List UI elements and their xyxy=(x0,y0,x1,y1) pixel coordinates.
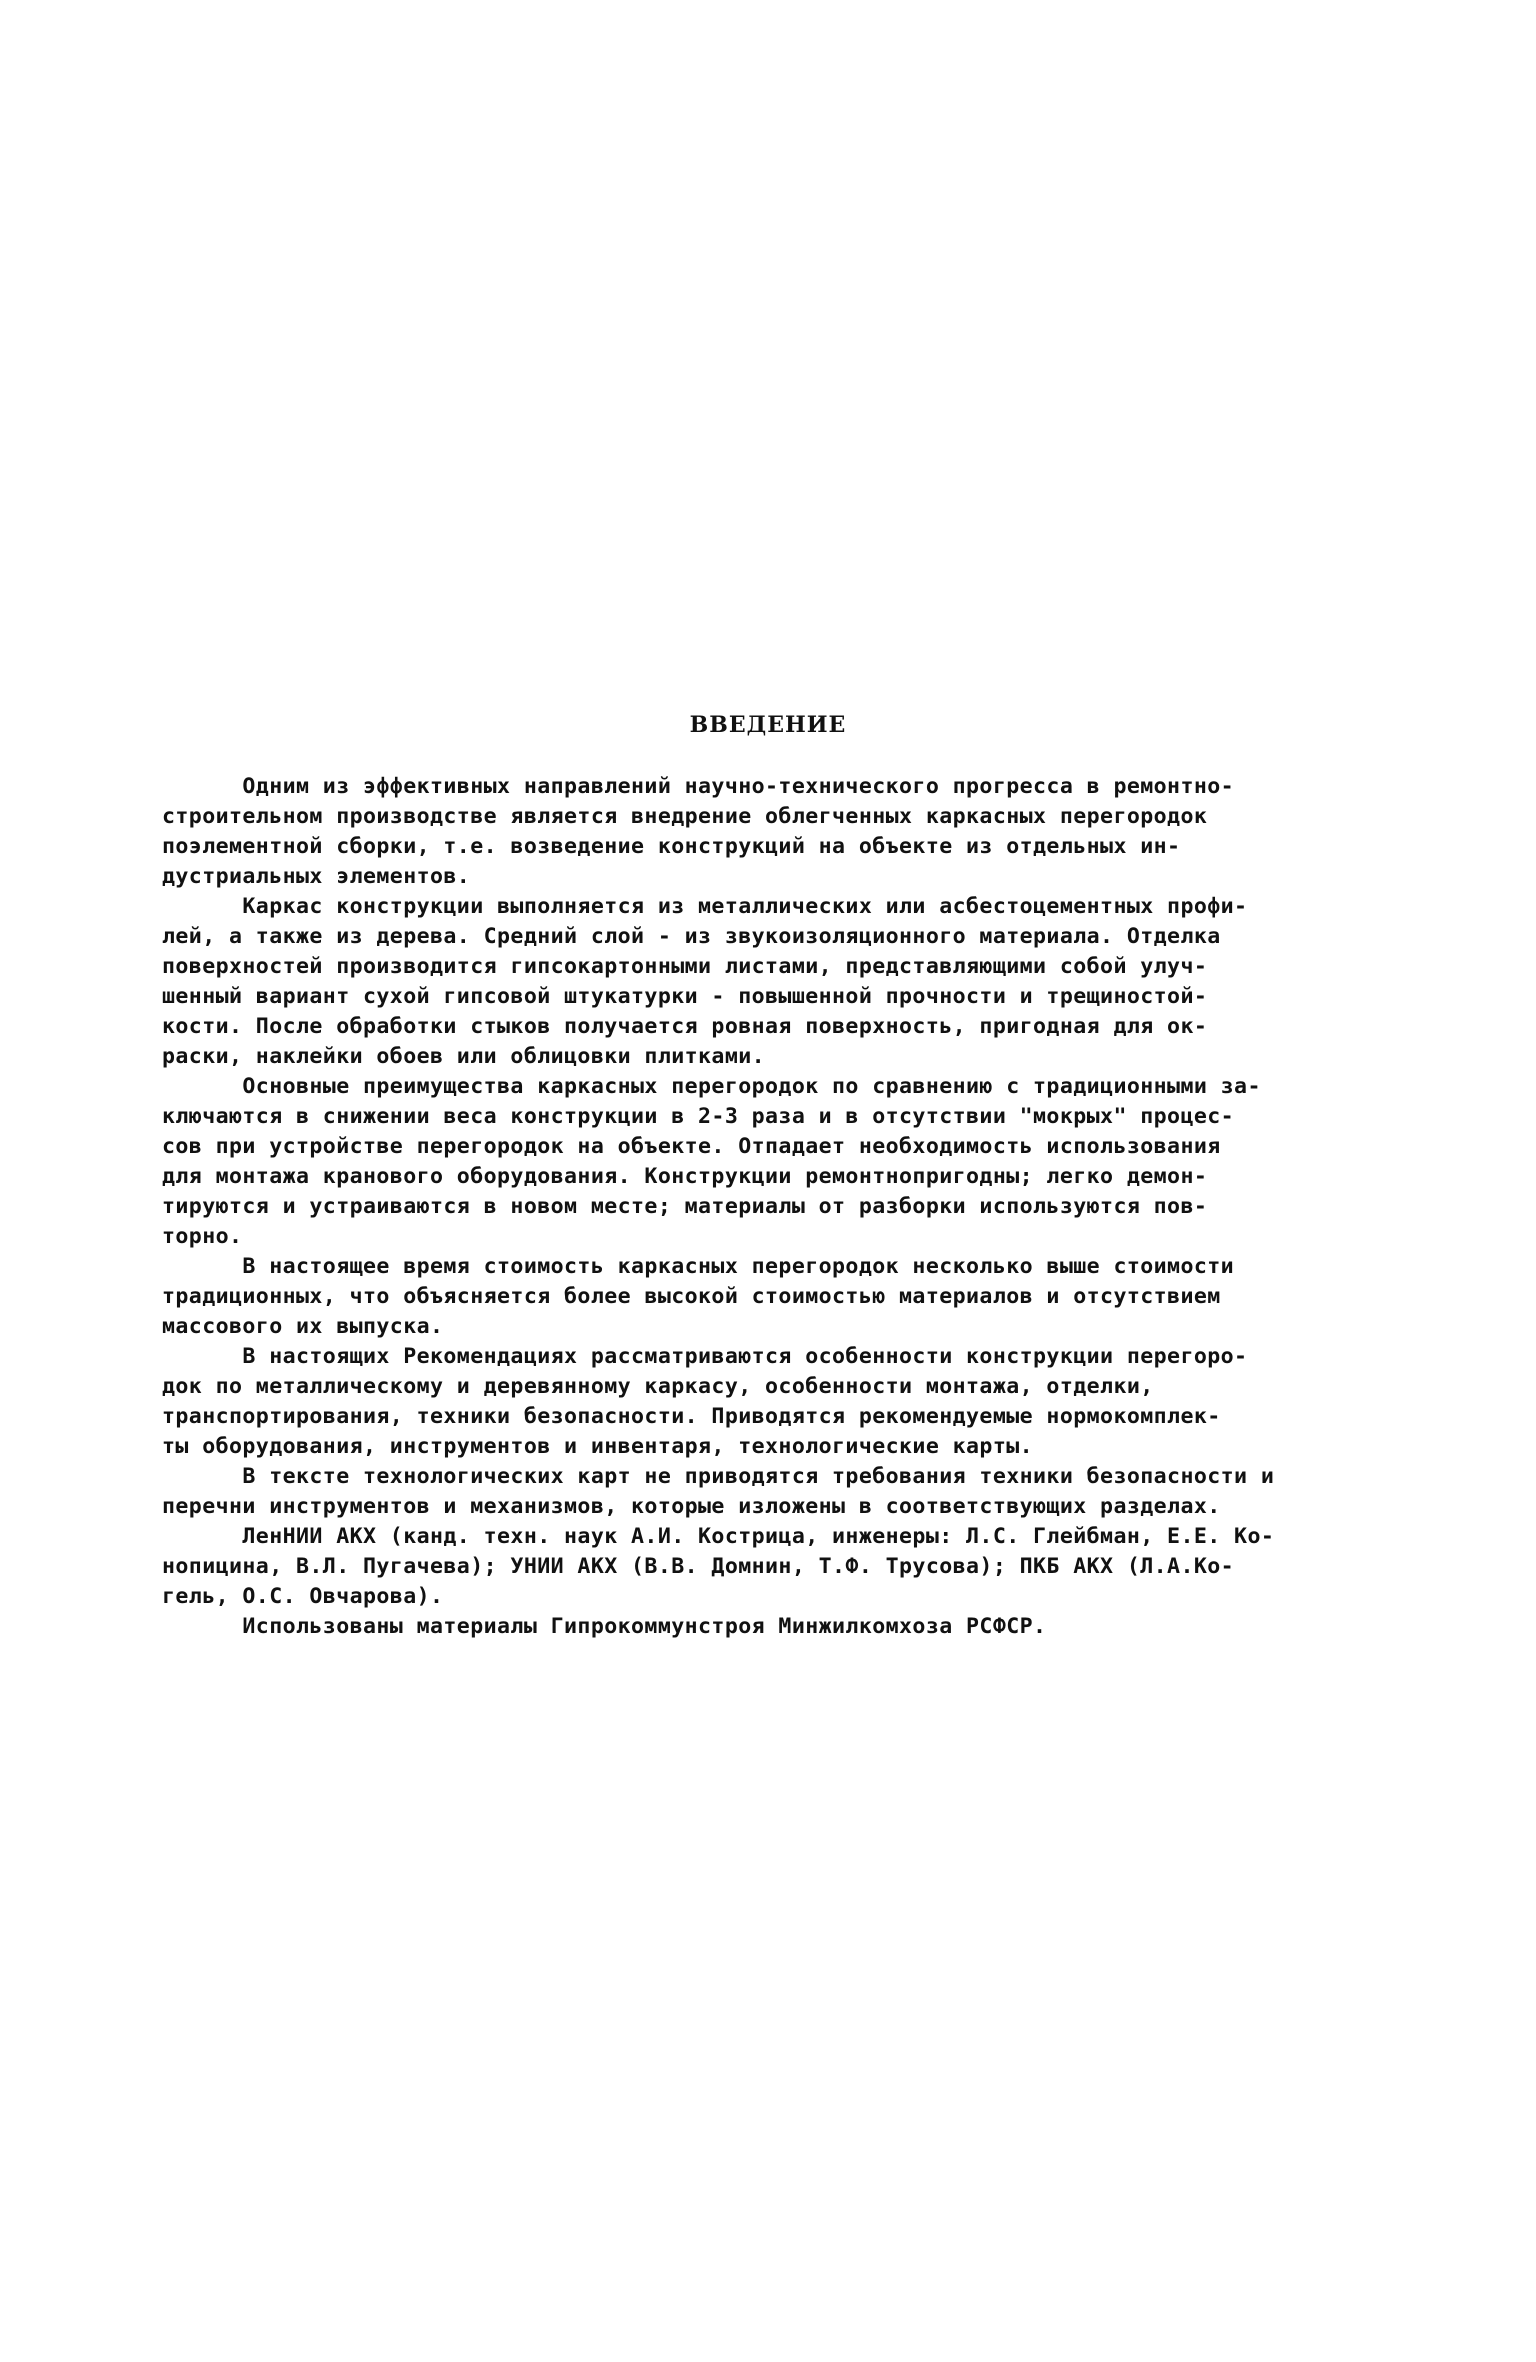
text-line: для монтажа кранового оборудования. Конструкции ремонтнопригодны; легко демон- xyxy=(162,1164,1208,1189)
text-line: перечни инструментов и механизмов, которые изложены в соответствующих разделах. xyxy=(162,1494,1221,1519)
text-line: раски, наклейки обоев или облицовки плитками. xyxy=(162,1044,766,1069)
text-line: Одним из эффективных направлений научно-технического прогресса в ремонтно- xyxy=(162,774,1235,799)
text-line: док по металлическому и деревянному каркасу, особенности монтажа, отделки, xyxy=(162,1374,1154,1399)
text-line: В тексте технологических карт не приводятся требования техники безопасности и xyxy=(162,1464,1275,1489)
body-text xyxy=(162,772,1362,1642)
text-line: тируются и устраиваются в новом месте; материалы от разборки используются пов- xyxy=(162,1194,1208,1219)
text-line: нопицина, В.Л. Пугачева); УНИИ АКХ (В.В. Домнин, Т.Ф. Трусова); ПКБ АКХ (Л.А.Ко- xyxy=(162,1554,1235,1579)
text-line: лей, а также из дерева. Средний слой - из звукоизоляционного материала. Отделка xyxy=(162,924,1221,949)
text-line: Основные преимущества каркасных перегородок по сравнению с традиционными за- xyxy=(162,1074,1261,1099)
text-line: Каркас конструкции выполняется из металлических или асбестоцементных профи- xyxy=(162,894,1248,919)
text-line: поэлементной сборки, т.е. возведение конструкций на объекте из отдельных ин- xyxy=(162,834,1181,859)
text-line: торно. xyxy=(162,1224,243,1249)
text-line: ты оборудования, инструментов и инвентаря, технологические карты. xyxy=(162,1434,1034,1459)
text-line: дустриальных элементов. xyxy=(162,864,471,889)
text-line: ключаются в снижении веса конструкции в 2-3 раза и в отсутствии "мокрых" процес- xyxy=(162,1104,1235,1129)
text-line: массового их выпуска. xyxy=(162,1314,444,1339)
text-line: традиционных, что объясняется более высокой стоимостью материалов и отсутствием xyxy=(162,1284,1221,1309)
text-line: транспортирования, техники безопасности. Приводятся рекомендуемые нормокомплек- xyxy=(162,1404,1221,1429)
text-line: Использованы материалы Гипрокоммунстроя Минжилкомхоза РСФСР. xyxy=(162,1614,1047,1639)
text-line: сов при устройстве перегородок на объекте. Отпадает необходимость использования xyxy=(162,1134,1221,1159)
text-line: ЛенНИИ АКХ (канд. техн. наук А.И. Кострица, инженеры: Л.С. Глейбман, Е.Е. Ко- xyxy=(162,1524,1275,1549)
text-line: поверхностей производится гипсокартонными листами, представляющими собой улуч- xyxy=(162,954,1208,979)
text-line: шенный вариант сухой гипсовой штукатурки - повышенной прочности и трещиностой- xyxy=(162,984,1208,1009)
text-line: строительном производстве является внедрение облегченных каркасных перегородок xyxy=(162,804,1208,829)
text-line: кости. После обработки стыков получается ровная поверхность, пригодная для ок- xyxy=(162,1014,1208,1039)
section-title: ВВЕДЕНИЕ xyxy=(689,712,847,738)
text-line: гель, О.С. Овчарова). xyxy=(162,1584,444,1609)
text-line: В настоящих Рекомендациях рассматриваются особенности конструкции перегоро- xyxy=(162,1344,1248,1369)
text-line: В настоящее время стоимость каркасных перегородок несколько выше стоимости xyxy=(162,1254,1235,1279)
